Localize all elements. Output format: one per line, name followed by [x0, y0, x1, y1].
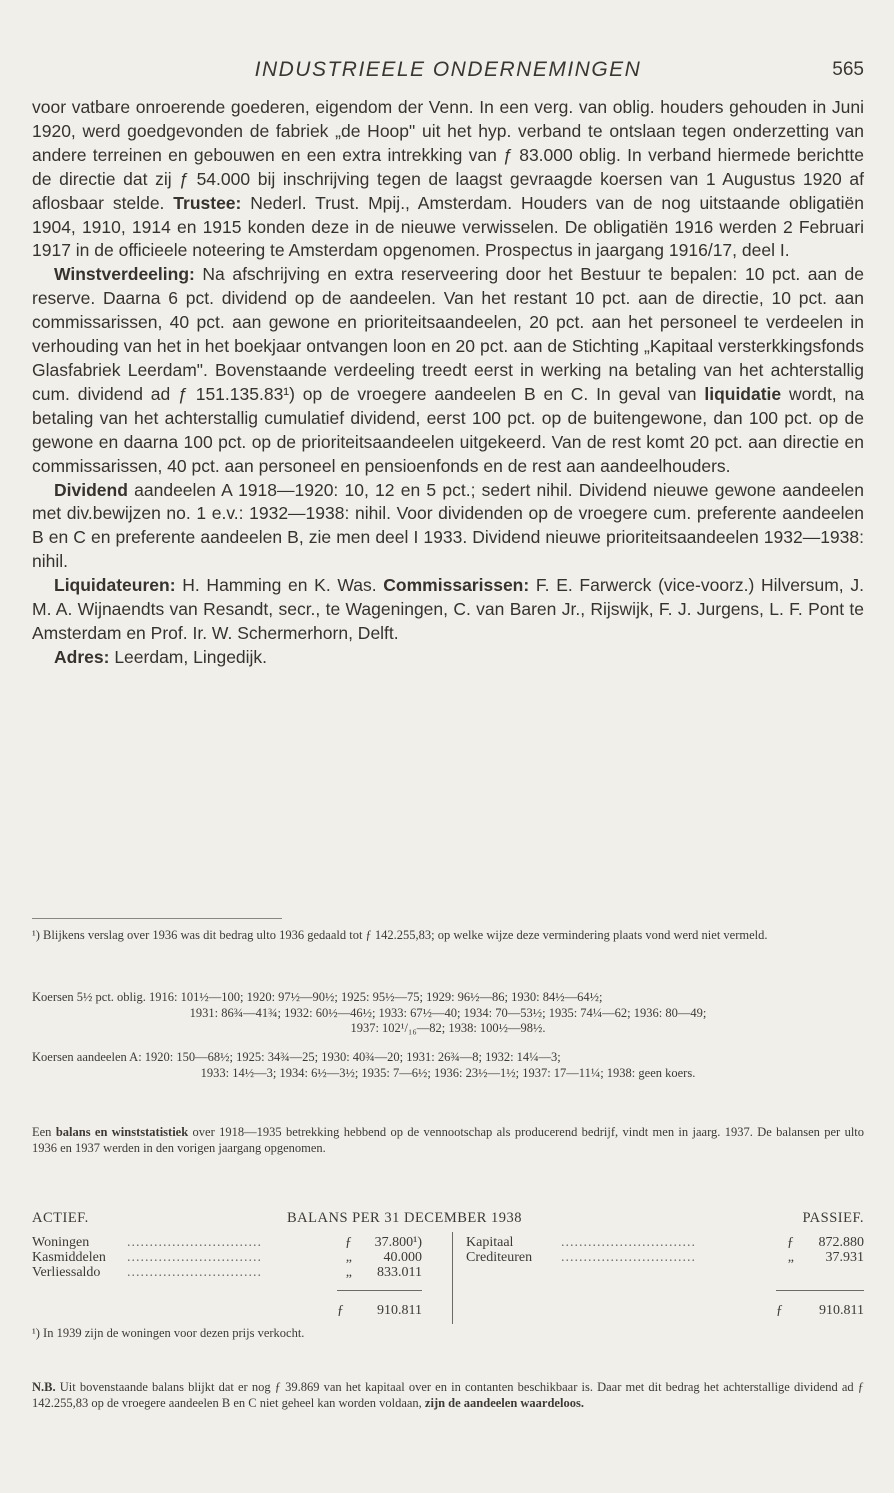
balance-title: BALANS PER 31 DECEMBER 1938 — [287, 1210, 523, 1226]
koersen-aandeelen: Koersen aandeelen A: 1920: 150—68½; 1925: 34¾—25; 1930: 40¾—20; 1931: 26¾—8; 1932: 14¼—3; 1933: 14½—3; 1934: 6½—3½; 1935: 7—6½; 1936: 23½—1½; 1937: 17—11¼; 1938: geen koers. — [32, 1050, 696, 1080]
paragraph-adres: Adres: Leerdam, Lingedijk. — [54, 646, 268, 667]
dividend-label: Dividend — [54, 479, 128, 500]
document-page: INDUSTRIEELE ONDERNEMINGEN 565 voor vatbare onroerende goederen, eigendom der Venn. In een verg. van oblig. houders gehouden in Juni 1920, werd goedgevonden de fabriek „de Hoop" uit het hyp. verband te ontslaan tegen onderzetting van andere terreinen en gebouwen en een extra intrekking van ƒ 83.000 oblig. In verband hiermede berichtte de directie dat zij ƒ 54.000 bij inschrijving tegen de laagst gevraagde koersen van 1 Augustus 1920 af aflosbaar stelde. Trustee: Nederl. Trust. Mpij., Amsterdam. Houders van de nog uitstaande obligatiën 1904, 1910, 1914 en 1915 konden deze in de nieuwe verwisselen. De obligatiën 1916 werden 2 Februari 1917 in de officieele noteering te Amsterdam opgenomen. Prospectus in jaargang 1916/17, deel I. Winstverdeeling: Na afschrijving en extra reserveering door het Bestuur te bepalen: 10 pct. aan de reserve. Daarna 6 pct. dividend op de aandeelen. Van het restant 10 pct. aan de directie, 10 pct. aan commissarissen, 40 pct. aan gewone en prioriteitsaandeelen, 20 pct. aan het personeel te verdeelen in verhouding van het in het boekjaar ontvangen loon en 20 pct. aan de Stichting „Kapitaal versterkkingsfonds Glasfabriek Leerdam". Bovenstaande verdeeling treedt eerst in werking na betaling van het achterstallig cum. dividend ad ƒ 151.135.83¹) op de vroegere aandeelen B en C. In geval van liquidatie wordt, na betaling van het achterstallig cumulatief dividend, eerst 100 pct. op de buitengewone, dan 100 pct. op de gewone en daarna 100 pct. op de prioriteitsaandeelen uitgekeerd. Van de rest komt 20 pct. aan directie en commissarissen, 40 pct. aan personeel en pensioenfonds en de rest aan aandeelhouders. Dividend aandeelen A 1918—1920: 10, 12 en 5 pct.; sedert nihil. Dividend nieuwe gewone aandeelen met div.bewijzen no. 1 e.v.: 1932—1938: nihil. Voor dividenden op de vroegere cum. preferente aandeelen B en C en preferente aandeelen B, zie men deel I 1933. Dividend nieuwe prioriteitsaandeelen 1932—1938: nihil. Liquidateuren: H. Hamming en K. Was. Commissarissen: F. E. Farwerck (vice-voorz.) Hilversum, J. M. A. Wijnaendts van Resandt, secr., te Wageningen, C. van Baren Jr., Rijswijk, F. J. Jurgens, L. F. Pont te Amsterdam en Prof. Ir. W. Schermerhorn, Delft. Adres: Leerdam, Lingedijk. ¹) Blijkens verslag over 1936 was dit bedrag ulto 1936 gedaald tot ƒ 142.255,83; op welke wijze deze vermindering plaats vond werd niet vermeld. Koersen 5½ pct. oblig. 1916: 101½—100; 1920: 97½—90½; 1925: 95½—75; 1929: 96½—86; 1930: 84½—64½; 1931: 86¾—41¾; 1932: 60½—46½; 1933: 67½—40; 1934: 70—53½; 1935: 74¼—62; 1936: 80—49; 1937: 102¹/₁₆—82; 1938: 100½—98½. Koersen aandeelen A: 1920: 150—68½; 1925: 34¾—25; 1930: 40¾—20; 1931: 26¾—8; 1932: 14¼—3; 1933: 14½—3; 1934: 6½—3½; 1935: 7—6½; 1936: 23½—1½; 1937: 17—11¼; 1938: geen koers. Een balans en winststatistiek over 1918—1935 betrekking hebbend op de vennootschap als producerend bedrijf, vindt men in jaarg. 1937. De balansen per ulto 1936 en 1937 werden in den vorigen jaargang opgenomen. ACTIEF. BALANS PER 31 DECEMBER 1938 PASSIEF. Woningen .............................. ƒ 37.800¹) Kasmiddelen .............................. „ 40.000 Verliessaldo .............................. „ 833.011 Kapitaal .............................. ƒ 872.880 Crediteuren .............................. „ 37.931 ƒ 910.811 ƒ 910.811 ¹) In 1939 zijn de woningen voor dezen prijs verkocht. N.B. Uit bovenstaande balans blijkt dat er nog ƒ 39.869 van het kapitaal over en in contanten beschikbaar is. Daar met dit bedrag het achterstallige dividend ad ƒ 142.255,83 op de vroegere aandeelen B en C niet geheel kan worden voldaan, zijn de aandeelen waardeloos. — [32, 58, 865, 1410]
adres-label: Adres: — [54, 646, 110, 667]
balance-row: Verliessaldo .............................. „ 833.011 — [32, 1265, 422, 1280]
statistiek-bold: balans en winststatistiek — [55, 1125, 189, 1139]
passief-label: PASSIEF. — [802, 1210, 864, 1226]
nb-label: N.B. — [32, 1380, 56, 1394]
balance-row: Woningen .............................. ƒ 37.800¹) — [32, 1235, 422, 1250]
running-title: INDUSTRIEELE ONDERNEMINGEN — [254, 58, 642, 81]
passief-column — [466, 1235, 864, 1265]
balance-divider — [452, 1232, 453, 1324]
trustee-label: Trustee: — [173, 192, 242, 213]
liquidatie-term: liquidatie — [704, 383, 782, 404]
nb-note: N.B. Uit bovenstaande balans blijkt dat er nog ƒ 39.869 van het kapitaal over en in contanten beschikbaar is. Daar met dit bedrag het achterstallige dividend ad ƒ 142.255,83 op de vroegere aandeelen B en C niet geheel kan worden voldaan, zijn de aandeelen waardeloos. — [32, 1380, 865, 1410]
liquidateuren-label: Liquidateuren: — [54, 575, 176, 596]
paragraph-winstverdeeling: Winstverdeeling: Na afschrijving en extra reserveering door het Bestuur te bepalen: 10 pct. aan de reserve. Daarna 6 pct. dividend op de aandeelen. Van het restant 10 pct. aan de directie, 10 pct. aan commissarissen, 40 pct. aan gewone en prioriteitsaandeelen, 20 pct. aan het personeel te verdeelen in verhouding van het in het boekjaar ontvangen loon en 20 pct. aan de Stichting „Kapitaal versterkkingsfonds Glasfabriek Leerdam". Bovenstaande verdeeling treedt eerst in werking na betaling van het achterstallig cum. dividend ad ƒ 151.135.83¹) op de vroegere aandeelen B en C. In geval van liquidatie wordt, na betaling van het achterstallig cumulatief dividend, eerst 100 pct. op de buitengewone, dan 100 pct. op de gewone en daarna 100 pct. op de prioriteitsaandeelen uitgekeerd. Van de rest komt 20 pct. aan directie en commissarissen, 40 pct. aan personeel en pensioenfonds en de rest aan aandeelhouders. — [32, 264, 864, 476]
paragraph-dividend: Dividend aandeelen A 1918—1920: 10, 12 en 5 pct.; sedert nihil. Dividend nieuwe gewone aandeelen met div.bewijzen no. 1 e.v.: 1932—1938: nihil. Voor dividenden op de vroegere cum. preferente aandeelen B en C en preferente aandeelen B, zie men deel I 1933. Dividend nieuwe prioriteitsaandeelen 1932—1938: nihil. — [32, 479, 864, 572]
balance-header — [32, 1210, 864, 1230]
balance-row: Crediteuren .............................. „ 37.931 — [466, 1250, 864, 1265]
paragraph-bestuur: Liquidateuren: H. Hamming en K. Was. Commissarissen: F. E. Farwerck (vice-voorz.) Hilversum, J. M. A. Wijnaendts van Resandt, secr., te Wageningen, C. van Baren Jr., Rijswijk, F. J. Jurgens, L. F. Pont te Amsterdam en Prof. Ir. W. Schermerhorn, Delft. — [32, 575, 864, 643]
footnote-1: ¹) Blijkens verslag over 1936 was dit bedrag ulto 1936 gedaald tot ƒ 142.255,83; op welke wijze deze vermindering plaats vond werd niet vermeld. — [32, 928, 768, 942]
balance-row: Kasmiddelen .............................. „ 40.000 — [32, 1250, 422, 1265]
total-rule-right — [776, 1290, 864, 1291]
statistiek-note: Een balans en winststatistiek over 1918—1935 betrekking hebbend op de vennootschap als producerend bedrijf, vindt men in jaarg. 1937. De balansen per ulto 1936 en 1937 werden in den vorigen jaargang opgenomen. — [32, 1125, 865, 1155]
winstverdeeling-label: Winstverdeeling: — [54, 264, 195, 285]
body-text — [32, 96, 864, 670]
actief-label: ACTIEF. — [32, 1210, 89, 1226]
footnote-rule — [32, 918, 282, 919]
paragraph-obligaties: voor vatbare onroerende goederen, eigendom der Venn. In een verg. van oblig. houders gehouden in Juni 1920, werd goedgevonden de fabriek „de Hoop" uit het hyp. verband te ontslaan tegen onderzetting van andere terreinen en gebouwen en een extra intrekking van ƒ 83.000 oblig. In verband hiermede berichtte de directie dat zij ƒ 54.000 bij inschrijving tegen de laagst gevraagde koersen van 1 Augustus 1920 af aflosbaar stelde. Trustee: Nederl. Trust. Mpij., Amsterdam. Houders van de nog uitstaande obligatiën 1904, 1910, 1914 en 1915 konden deze in de nieuwe verwisselen. De obligatiën 1916 werden 2 Februari 1917 in de officieele noteering te Amsterdam opgenomen. Prospectus in jaargang 1916/17, deel I. — [32, 97, 864, 261]
commissarissen-label: Commissarissen: — [383, 575, 530, 596]
nb-conclusion: zijn de aandeelen waardeloos. — [424, 1395, 584, 1410]
balance-sheet — [32, 1210, 864, 1320]
koersen-obligaties: Koersen 5½ pct. oblig. 1916: 101½—100; 1920: 97½—90½; 1925: 95½—75; 1929: 96½—86; 1930: 84½—64½; 1931: 86¾—41¾; 1932: 60½—46½; 1933: 67½—40; 1934: 70—53½; 1935: 74¼—62; 1936: 80—49; 1937: 102¹/₁₆—82; 1938: 100½—98½. — [32, 990, 707, 1035]
page-number: 565 — [832, 59, 864, 80]
footnote-2: ¹) In 1939 zijn de woningen voor dezen prijs verkocht. — [32, 1326, 305, 1340]
actief-column — [32, 1235, 422, 1280]
total-rule-left — [337, 1290, 422, 1291]
page-header — [32, 58, 864, 88]
balance-row: Kapitaal .............................. ƒ 872.880 — [466, 1235, 864, 1250]
